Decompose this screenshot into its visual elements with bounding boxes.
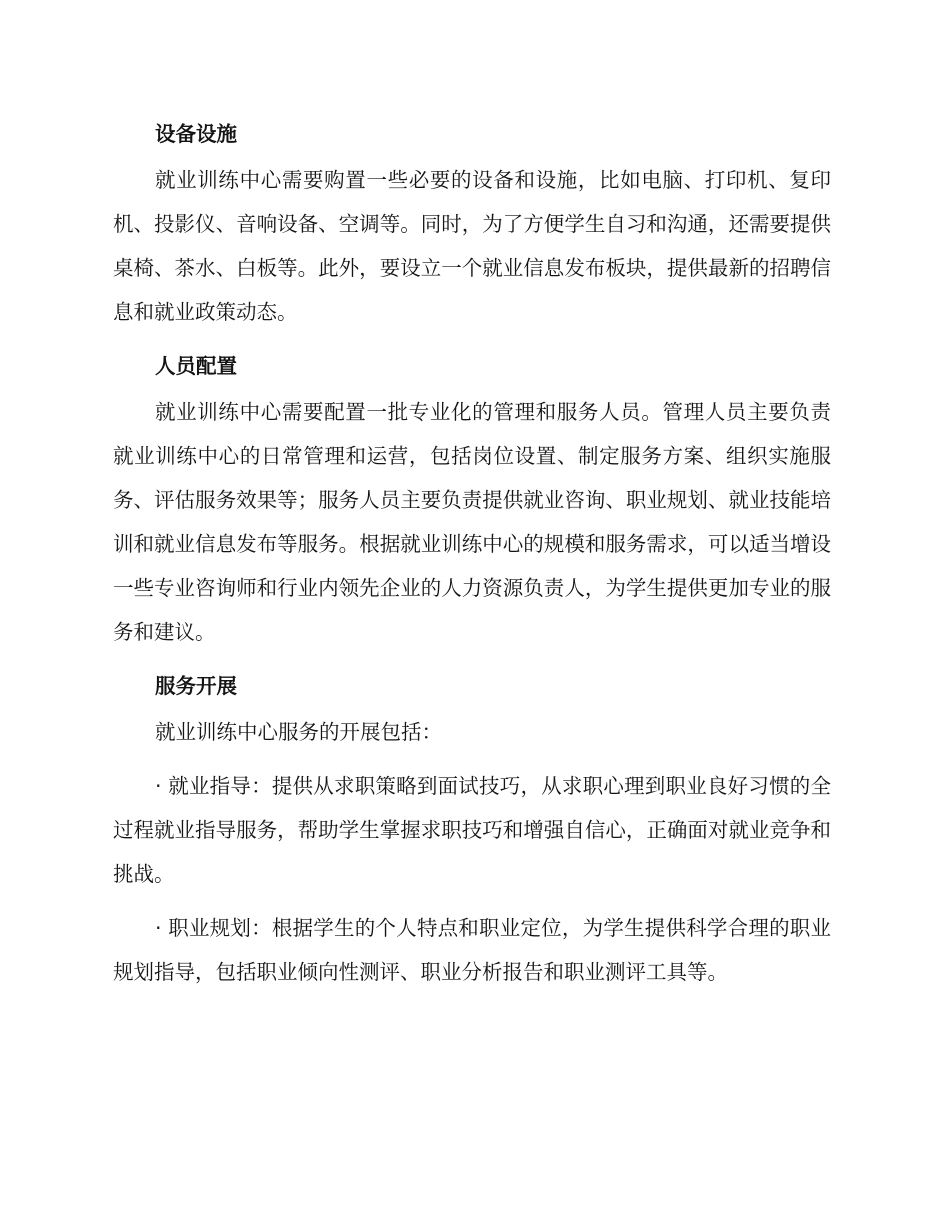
- paragraph-services-intro: 就业训练中心服务的开展包括：: [155, 720, 442, 744]
- paragraph-equipment: 就业训练中心需要购置一些必要的设备和设施，比如电脑、打印机、复印机、投影仪、音响设备、空调等。同时，为了方便学生自习和沟通，还需要提供桌椅、茶水、白板等。此外，要设立一个就业信息发布板块，提供最新的招聘信息和就业政策动态。: [113, 168, 831, 324]
- list-item-employment-guidance: · 就业指导：提供从求职策略到面试技巧，从求职心理到职业良好习惯的全过程就业指导服务，帮助学生掌握求职技巧和增强自信心，正确面对就业竞争和挑战。: [113, 774, 831, 886]
- list-item-career-planning: · 职业规划：根据学生的个人特点和职业定位，为学生提供科学合理的职业规划指导，包括职业倾向性测评、职业分析报告和职业测评工具等。: [113, 916, 831, 984]
- paragraph-staffing: 就业训练中心需要配置一批专业化的管理和服务人员。管理人员主要负责就业训练中心的日常管理和运营，包括岗位设置、制定服务方案、组织实施服务、评估服务效果等；服务人员主要负责提供就业咨询、职业规划、就业技能培训和就业信息发布等服务。根据就业训练中心的规模和服务需求，可以适当增设一些专业咨询师和行业内领先企业的人力资源负责人，为学生提供更加专业的服务和建议。: [113, 400, 831, 644]
- section-heading-equipment: 设备设施: [155, 122, 237, 146]
- section-heading-staffing: 人员配置: [155, 354, 237, 378]
- section-heading-services: 服务开展: [155, 674, 237, 698]
- document-body: [113, 112, 831, 1004]
